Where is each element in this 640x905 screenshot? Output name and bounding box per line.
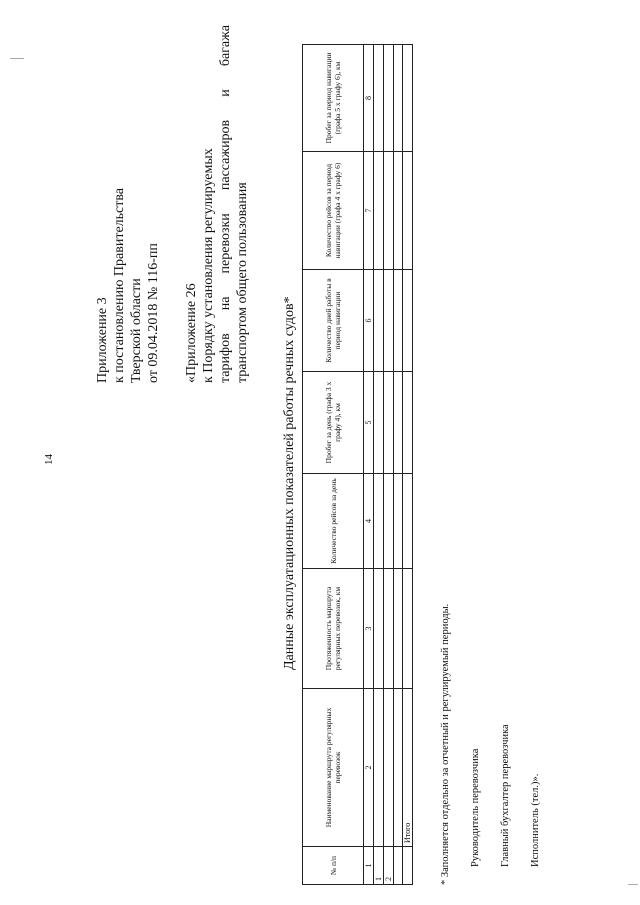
col-header-mileage-per-day: Пробег за день (графа 3 х графу 4), км — [303, 372, 364, 474]
table-row — [384, 45, 394, 885]
order-reference-line: тарифов на перевозки пассажиров и багажа — [218, 25, 233, 383]
table-cell — [384, 372, 394, 474]
attachment-title: Приложение 3 — [95, 297, 110, 383]
col-header-navigation-mileage: Пробег за период навигации (графа 5 х графу 6), км — [303, 45, 364, 152]
table-cell — [384, 569, 394, 689]
scan-edge-mark — [10, 58, 24, 59]
table-cell: 1 — [374, 847, 384, 885]
footnote: * Заполняется отдельно за отчетный и регулируемый периоды. — [440, 603, 451, 885]
table-cell — [394, 152, 403, 270]
page-number: 14 — [43, 454, 55, 465]
table-cell — [403, 847, 413, 885]
total-row — [403, 45, 413, 885]
total-label: Итого — [403, 689, 413, 847]
col-header-trips-per-day: Количество рейсов за день — [303, 474, 364, 569]
table-cell — [394, 270, 403, 372]
column-number: 1 — [364, 847, 374, 885]
column-number: 2 — [364, 689, 374, 847]
operational-indicators-table — [302, 44, 413, 885]
column-number: 4 — [364, 474, 374, 569]
table-cell — [374, 270, 384, 372]
column-number: 8 — [364, 45, 374, 152]
col-header-route-length: Протяженность маршрута регулярных перевозок, км — [303, 569, 364, 689]
table-row — [374, 45, 384, 885]
attachment-date: от 09.04.2018 № 116-пп — [146, 243, 161, 383]
table-cell — [403, 45, 413, 152]
table-cell — [384, 474, 394, 569]
table-cell — [374, 45, 384, 152]
col-header-navigation-days: Количество дней работы в период навигации — [303, 270, 364, 372]
signature-executor: Исполнитель (тел.)». — [530, 773, 541, 867]
document-title: Данные эксплуатационных показателей работы речных судов* — [282, 296, 297, 670]
table-cell — [374, 372, 384, 474]
table-cell — [374, 152, 384, 270]
table-cell — [394, 45, 403, 152]
col-header-navigation-trips: Количество рейсов за период навигации (графа 4 х графу 6) — [303, 152, 364, 270]
order-reference-line: к Порядку установления регулируемых — [201, 148, 216, 383]
scan-edge-mark — [628, 884, 638, 885]
table-cell — [403, 474, 413, 569]
col-header-number: № п/п — [303, 847, 364, 885]
attachment-line: к постановлению Правительства — [112, 187, 127, 383]
table-cell — [384, 45, 394, 152]
table-cell — [384, 689, 394, 847]
table-cell: 2 — [384, 847, 394, 885]
column-number: 3 — [364, 569, 374, 689]
signature-head: Руководитель перевозчика — [470, 748, 481, 867]
table-cell — [394, 372, 403, 474]
table-cell — [384, 152, 394, 270]
column-number-row — [364, 45, 374, 885]
order-reference-line: транспортом общего пользования — [235, 182, 250, 383]
attachment-line: Тверской области — [129, 278, 144, 383]
order-reference — [183, 25, 251, 383]
table-cell — [384, 270, 394, 372]
table-cell — [403, 270, 413, 372]
column-number: 5 — [364, 372, 374, 474]
attachment-header — [94, 188, 162, 383]
table-cell — [374, 689, 384, 847]
table-cell — [394, 474, 403, 569]
table-row — [394, 45, 403, 885]
column-number: 6 — [364, 270, 374, 372]
table-cell — [374, 474, 384, 569]
order-reference-title: «Приложение 26 — [184, 283, 199, 383]
column-number: 7 — [364, 152, 374, 270]
table-cell — [394, 569, 403, 689]
table-cell — [403, 372, 413, 474]
table-header-row — [303, 45, 364, 885]
table-cell — [403, 152, 413, 270]
signature-accountant: Главный бухгалтер перевозчика — [500, 724, 511, 867]
col-header-route-name: Наименование маршрута регулярных перевозок — [303, 689, 364, 847]
table-cell — [403, 569, 413, 689]
table-cell — [374, 569, 384, 689]
table-cell — [394, 689, 403, 847]
table-cell — [394, 847, 403, 885]
